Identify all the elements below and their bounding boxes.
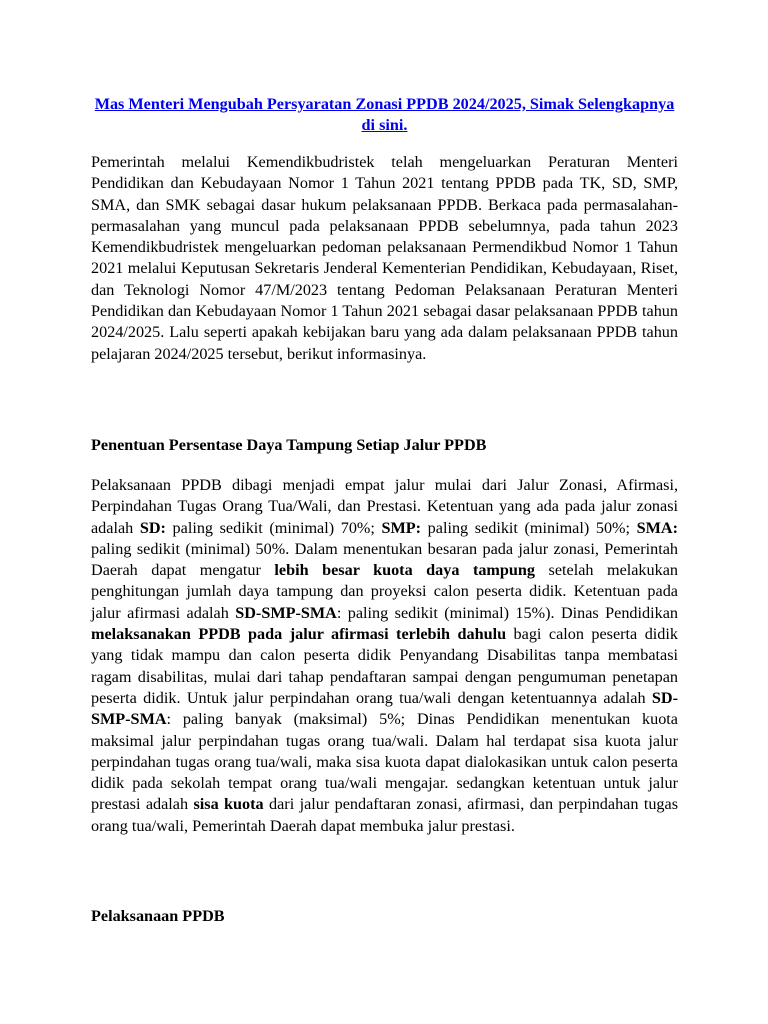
text-run: setelah melakukan penghitungan jumlah daya tampung dan proyeksi calon peserta didik. Ketentuan pada jalur afirmasi adalah [91, 561, 678, 622]
bold-run: SD: [139, 518, 166, 537]
bold-run: SMA: [636, 518, 679, 537]
title-link[interactable]: Mas Menteri Mengubah Persyaratan Zonasi PPDB 2024/2025, Simak Selengkapnya di sini. [94, 95, 675, 134]
article-title [91, 94, 678, 136]
section-body-daya-tampung [91, 475, 678, 837]
text-run: paling sedikit (minimal) 50%; [421, 518, 637, 537]
text-run: paling sedikit (minimal) 50%. Dalam menentukan besaran pada jalur zonasi, Pemerintah Daerah dapat mengatur [91, 539, 678, 580]
section-heading-daya-tampung: Penentuan Persentase Daya Tampung Setiap Jalur PPDB [91, 436, 487, 454]
section-heading-pelaksanaan: Pelaksanaan PPDB [91, 907, 225, 925]
text-run: Pelaksanaan PPDB dibagi menjadi empat jalur mulai dari Jalur Zonasi, Afirmasi, Perpindahan Tugas Orang Tua/Wali, dan Prestasi. Ketentuan yang ada pada jalur zonasi adalah [91, 476, 678, 537]
bold-run: sisa kuota [193, 795, 264, 814]
intro-paragraph: Pemerintah melalui Kemendikbudristek telah mengeluarkan Peraturan Menteri Pendidikan dan Kebudayaan Nomor 1 Tahun 2021 tentang PPDB pada TK, SD, SMP, SMA, dan SMK sebagai dasar hukum pelaksanaan PPDB. Berkaca pada permasalahan-permasalahan yang muncul pada pelaksanaan PPDB sebelumnya, pada tahun 2023 Kemendikbudristek mengeluarkan pedoman pelaksanaan Permendikbud Nomor 1 Tahun 2021 melalui Keputusan Sekretaris Jenderal Kementerian Pendidikan, Kebudayaan, Riset, dan Teknologi Nomor 47/M/2023 tentang Pedoman Pelaksanaan Peraturan Menteri Pendidikan dan Kebudayaan Nomor 1 Tahun 2021 sebagai dasar pelaksanaan PPDB tahun 2024/2025. Lalu seperti apakah kebijakan baru yang ada dalam pelaksanaan PPDB tahun pelajaran 2024/2025 tersebut, berikut informasinya. [91, 153, 678, 363]
bold-run: SD-SMP-SMA [235, 603, 337, 622]
bold-run: SMP: [381, 518, 422, 537]
text-run: paling sedikit (minimal) 70%; [165, 518, 382, 537]
bold-run: melaksanakan PPDB pada jalur afirmasi terlebih dahulu [91, 625, 507, 644]
bold-run: lebih besar kuota daya tampung [274, 561, 536, 580]
bold-run: SD-SMP-SMA [91, 688, 678, 729]
text-run: : paling banyak (maksimal) 5%; Dinas Pendidikan menentukan kuota maksimal jalur perpindahan tugas orang tua/wali. Dalam hal terdapat sisa kuota jalur perpindahan tugas orang tua/wali, maka sisa kuota dapat dialokasikan untuk calon peserta didik pada sekolah tempat orang tua/wali mengajar. sedangkan ketentuan untuk jalur prestasi adalah [91, 710, 678, 814]
text-run: bagi calon peserta didik yang tidak mampu dan calon peserta didik Penyandang Disabilitas tanpa membatasi ragam disabilitas, mulai dari tahap pendaftaran sampai dengan pengumuman penetapan peserta didik. Untuk jalur perpindahan orang tua/wali dengan ketentuannya adalah [91, 625, 678, 707]
text-run: : paling sedikit (minimal) 15%). Dinas Pendidikan [336, 603, 678, 622]
text-run: dari jalur pendaftaran zonasi, afirmasi, dan perpindahan tugas orang tua/wali, Pemerintah Daerah dapat membuka jalur prestasi. [91, 795, 678, 835]
